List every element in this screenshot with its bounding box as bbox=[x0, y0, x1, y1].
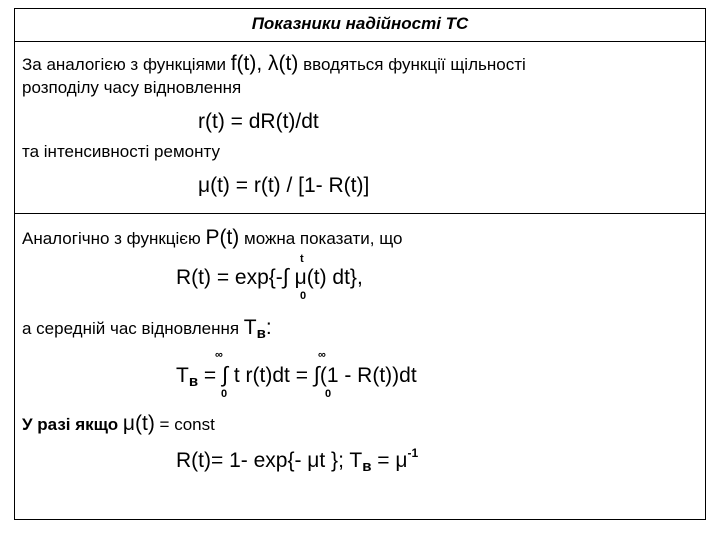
intro-line-2: розподілу часу відновлення bbox=[22, 78, 242, 97]
intro-line-1-funcs: f(t), λ(t) bbox=[230, 52, 299, 75]
intro-line-3: та інтенсивності ремонту bbox=[22, 142, 220, 161]
section2-line-1 bbox=[22, 226, 402, 250]
section2-line-2-T: T bbox=[243, 316, 257, 339]
formula-T-integral-2: ∫ bbox=[313, 362, 320, 387]
formula-T-lower-limit-2: 0 bbox=[325, 388, 332, 400]
section2-line-2 bbox=[22, 316, 272, 342]
section2-line-2-prefix: а середній час відновлення bbox=[22, 319, 244, 338]
formula-T-upper-limit-2: ∞ bbox=[318, 349, 326, 361]
formula-final-a: R(t)= 1- exp{- μt }; T bbox=[176, 449, 363, 472]
formula-R bbox=[176, 264, 363, 290]
formula-r: r(t) = dR(t)/dt bbox=[198, 110, 319, 133]
formula-final-subscript: в bbox=[362, 458, 372, 475]
formula-T-lower-limit-1: 0 bbox=[221, 388, 228, 400]
section2-line-1-prefix: Аналогічно з функцією bbox=[22, 229, 206, 248]
formula-mu: μ(t) = r(t) / [1- R(t)] bbox=[198, 174, 370, 197]
section2-line-1-func: P(t) bbox=[205, 226, 240, 249]
section2-line-3-mu: μ(t) bbox=[122, 412, 155, 435]
formula-T-upper-limit-1: ∞ bbox=[215, 349, 223, 361]
section2-line-2-sub: в bbox=[256, 325, 266, 342]
section2-line-2-suffix: : bbox=[265, 316, 272, 339]
formula-final bbox=[176, 446, 418, 475]
formula-T-equals: = bbox=[198, 364, 222, 387]
formula-R-lhs: R(t) = exp{- bbox=[176, 266, 283, 289]
formula-T-end: (1 - R(t))dt bbox=[319, 364, 417, 387]
formula-R-upper-limit: t bbox=[300, 253, 304, 265]
formula-T-middle: t r(t)dt = bbox=[228, 364, 314, 387]
formula-T-symbol: T bbox=[176, 364, 189, 387]
section-divider bbox=[14, 213, 706, 214]
formula-R-rhs: μ(t) dt}, bbox=[288, 266, 363, 289]
intro-line-1 bbox=[22, 52, 526, 76]
formula-R-lower-limit: 0 bbox=[300, 290, 307, 302]
formula-T-subscript: в bbox=[188, 373, 199, 390]
section2-line-3-suffix: = const bbox=[154, 415, 215, 434]
page-title: Показники надійності ТС bbox=[14, 8, 706, 42]
formula-T bbox=[176, 362, 417, 390]
formula-T-integral-1: ∫ bbox=[222, 362, 229, 387]
intro-line-1-suffix: вводяться функції щільності bbox=[298, 55, 526, 74]
section2-line-3-bold: У разі якщо bbox=[22, 415, 123, 434]
section2-line-1-suffix: можна показати, що bbox=[239, 229, 403, 248]
formula-final-superscript: -1 bbox=[407, 446, 419, 460]
intro-line-1-prefix: За аналогією з функціями bbox=[22, 55, 231, 74]
formula-final-b: = μ bbox=[371, 449, 408, 472]
formula-R-integral: ∫ bbox=[282, 264, 289, 289]
section2-line-3 bbox=[22, 412, 215, 436]
